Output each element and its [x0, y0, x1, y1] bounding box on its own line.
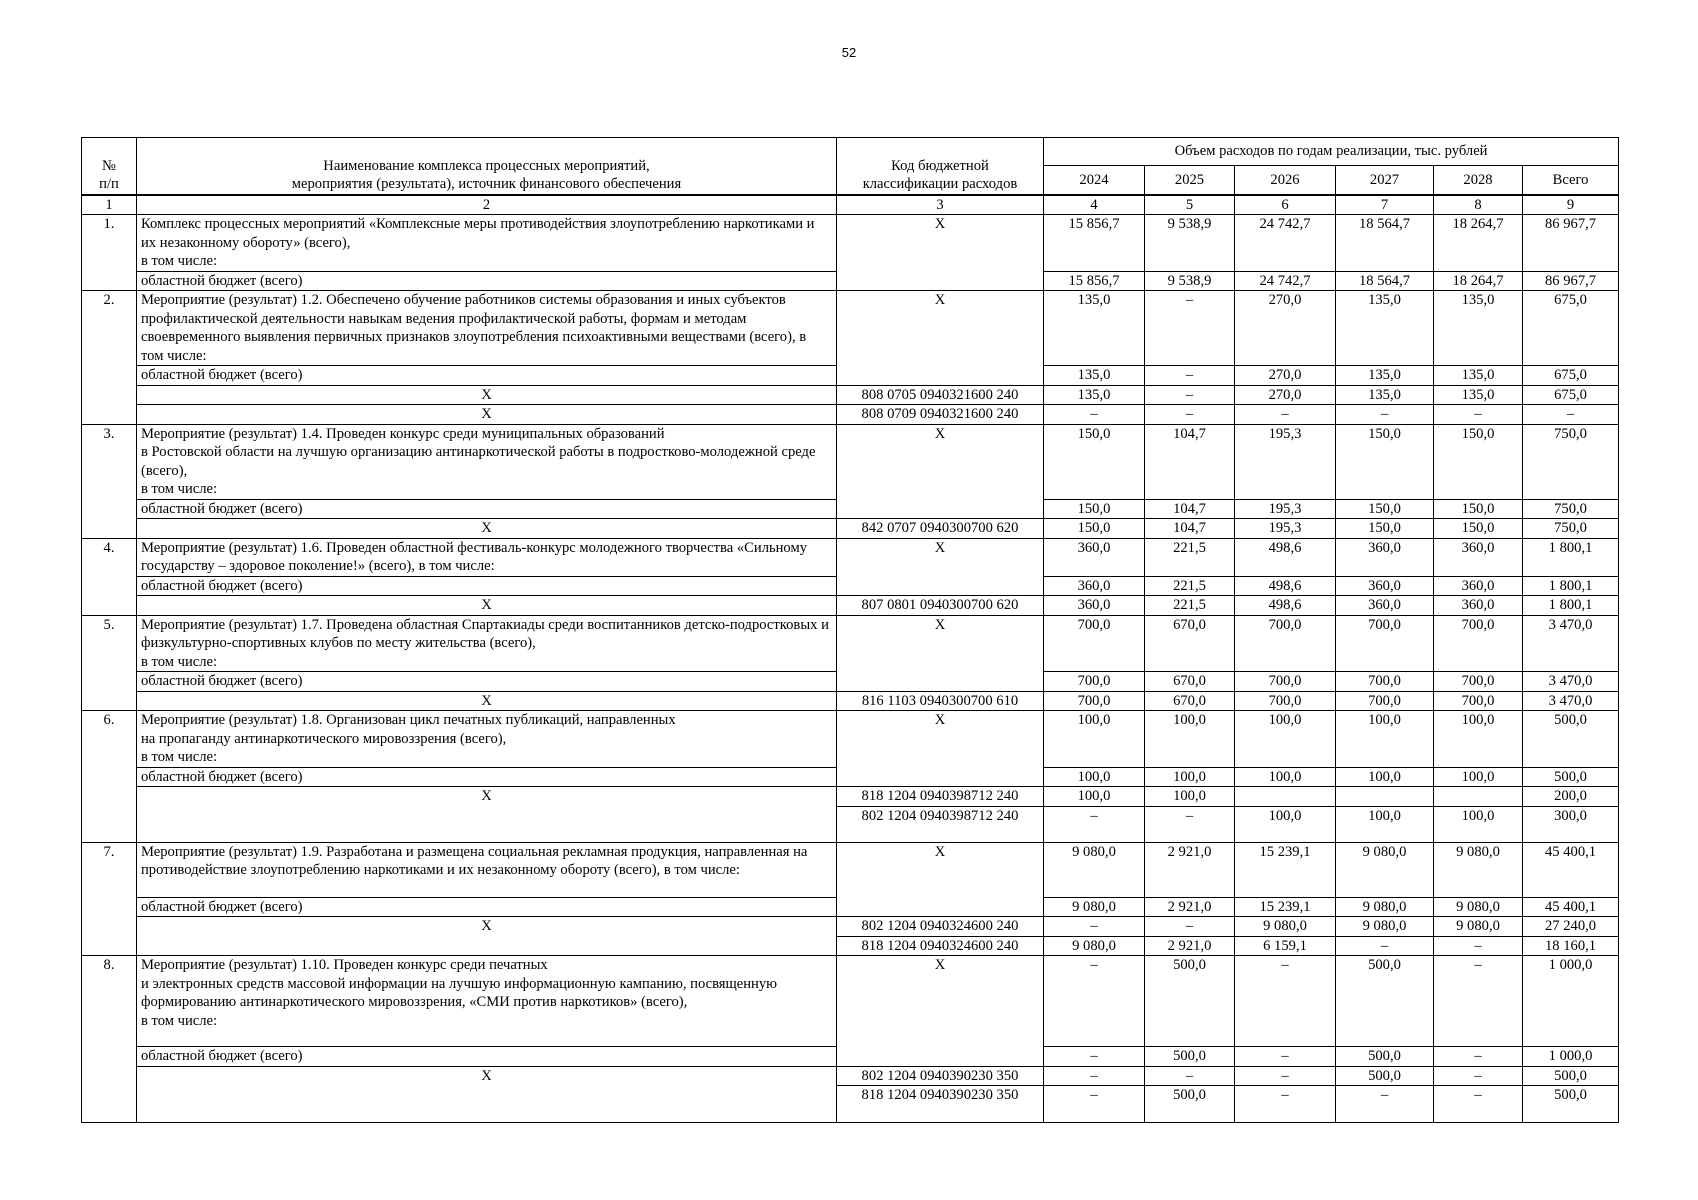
value-cell-2025: – — [1145, 1066, 1235, 1086]
value-cell-2025: 2 921,0 — [1145, 936, 1235, 956]
value-cell-Всего: 18 160,1 — [1523, 936, 1619, 956]
table-row — [82, 615, 1619, 672]
value-cell-2026: – — [1235, 405, 1336, 425]
value-cell-2028: – — [1434, 956, 1523, 1047]
source-marker: X — [137, 691, 837, 711]
value-cell-2028: 360,0 — [1434, 596, 1523, 616]
value-cell-2027: 700,0 — [1336, 615, 1434, 672]
row-label: Мероприятие (результат) 1.6. Проведен областной фестиваль-конкурс молодежного творчества «Сильному государству – здоровое поколение!» (всего), в том числе: — [137, 538, 837, 576]
budget-code: X — [837, 424, 1044, 519]
value-cell-2027: 500,0 — [1336, 1047, 1434, 1067]
value-cell-2027: 500,0 — [1336, 956, 1434, 1047]
value-cell-Всего: 500,0 — [1523, 1086, 1619, 1123]
value-cell-2025: 500,0 — [1145, 1047, 1235, 1067]
header-year-0: 2024 — [1044, 166, 1145, 195]
value-cell-Всего: 1 800,1 — [1523, 596, 1619, 616]
value-cell-2028: 150,0 — [1434, 499, 1523, 519]
value-cell-Всего: 3 470,0 — [1523, 615, 1619, 672]
value-cell-2027 — [1336, 787, 1434, 807]
value-cell-2024: 15 856,7 — [1044, 215, 1145, 272]
value-cell-2028: 100,0 — [1434, 767, 1523, 787]
value-cell-Всего: 45 400,1 — [1523, 897, 1619, 917]
value-cell-2028: 360,0 — [1434, 576, 1523, 596]
table-row — [82, 596, 1619, 616]
value-cell-2025: 221,5 — [1145, 596, 1235, 616]
row-label: Мероприятие (результат) 1.10. Проведен конкурс среди печатных и электронных средств массовой информации на лучшую информационную кампанию, посвященную формированию антинаркотического мировоззрения, «СМИ против наркотиков» (всего), в том числе: — [137, 956, 837, 1047]
value-cell-2025: 670,0 — [1145, 672, 1235, 692]
row-label: Мероприятие (результат) 1.2. Обеспечено обучение работников системы образования и иных субъектов профилактической деятельности навыкам ведения профилактической работы, формам и методам своевременного выявления первичных признаков злоупотребления психоактивными веществами (всего), в том числе: — [137, 291, 837, 366]
value-cell-2027: 360,0 — [1336, 538, 1434, 576]
value-cell-2028: 150,0 — [1434, 424, 1523, 499]
value-cell-2024: 360,0 — [1044, 538, 1145, 576]
value-cell-2024: – — [1044, 1066, 1145, 1086]
value-cell-2024: 150,0 — [1044, 424, 1145, 499]
row-label: областной бюджет (всего) — [137, 672, 837, 692]
value-cell-Всего: 300,0 — [1523, 806, 1619, 842]
value-cell-2026: 270,0 — [1235, 385, 1336, 405]
column-number-1: 1 — [82, 195, 137, 215]
value-cell-2026: 100,0 — [1235, 711, 1336, 768]
header-name — [137, 138, 837, 195]
column-number-2: 2 — [137, 195, 837, 215]
value-cell-Всего: 1 000,0 — [1523, 1047, 1619, 1067]
header-name-label: Наименование комплекса процессных мероприятий, мероприятия (результата), источник финансового обеспечения — [291, 157, 682, 192]
value-cell-2024: 15 856,7 — [1044, 271, 1145, 291]
row-label: Мероприятие (результат) 1.8. Организован цикл печатных публикаций, направленных на пропаганду антинаркотического мировоззрения (всего), в том числе: — [137, 711, 837, 768]
value-cell-2024: 9 080,0 — [1044, 936, 1145, 956]
value-cell-2028: 700,0 — [1434, 672, 1523, 692]
source-marker: X — [137, 405, 837, 425]
table-row — [82, 538, 1619, 576]
row-label: областной бюджет (всего) — [137, 576, 837, 596]
header-year-2: 2026 — [1235, 166, 1336, 195]
value-cell-2025: 9 538,9 — [1145, 215, 1235, 272]
table-row — [82, 711, 1619, 768]
value-cell-2028: – — [1434, 1047, 1523, 1067]
table-row — [82, 519, 1619, 539]
value-cell-2024: 700,0 — [1044, 615, 1145, 672]
value-cell-2028: 135,0 — [1434, 385, 1523, 405]
value-cell-2025: – — [1145, 366, 1235, 386]
row-number: 3. — [82, 424, 137, 538]
value-cell-2024: 135,0 — [1044, 291, 1145, 366]
value-cell-2025: 221,5 — [1145, 576, 1235, 596]
value-cell-2028: 100,0 — [1434, 711, 1523, 768]
value-cell-2026: 6 159,1 — [1235, 936, 1336, 956]
table-row — [82, 691, 1619, 711]
value-cell-2026: 700,0 — [1235, 691, 1336, 711]
header-no-label: № п/п — [99, 157, 119, 192]
budget-code: X — [837, 215, 1044, 291]
budget-code: 802 1204 0940324600 240 — [837, 917, 1044, 937]
value-cell-2027: 100,0 — [1336, 767, 1434, 787]
header-code — [837, 138, 1044, 195]
value-cell-2024: – — [1044, 405, 1145, 425]
value-cell-2025: 104,7 — [1145, 424, 1235, 499]
header-volume — [1044, 138, 1619, 166]
value-cell-2028: 9 080,0 — [1434, 897, 1523, 917]
value-cell-2026: 195,3 — [1235, 499, 1336, 519]
value-cell-2027: – — [1336, 936, 1434, 956]
source-marker: X — [137, 519, 837, 539]
column-number-8: 8 — [1434, 195, 1523, 215]
value-cell-2027: – — [1336, 1086, 1434, 1123]
value-cell-2024: 700,0 — [1044, 691, 1145, 711]
value-cell-Всего: 3 470,0 — [1523, 691, 1619, 711]
value-cell-2027: 100,0 — [1336, 711, 1434, 768]
page-number: 52 — [841, 45, 857, 60]
row-number: 4. — [82, 538, 137, 615]
value-cell-2025: 670,0 — [1145, 691, 1235, 711]
table-row — [82, 956, 1619, 1047]
value-cell-2028: 18 264,7 — [1434, 215, 1523, 272]
header-code-label: Код бюджетной классификации расходов — [862, 157, 1018, 192]
value-cell-Всего: 675,0 — [1523, 291, 1619, 366]
value-cell-2028: 700,0 — [1434, 615, 1523, 672]
value-cell-2027: 700,0 — [1336, 672, 1434, 692]
value-cell-2026 — [1235, 787, 1336, 807]
budget-code: 808 0709 0940321600 240 — [837, 405, 1044, 425]
row-label: областной бюджет (всего) — [137, 366, 837, 386]
value-cell-Всего: 86 967,7 — [1523, 215, 1619, 272]
budget-code: 808 0705 0940321600 240 — [837, 385, 1044, 405]
column-number-5: 5 — [1145, 195, 1235, 215]
value-cell-2028: – — [1434, 936, 1523, 956]
value-cell-2025: – — [1145, 806, 1235, 842]
value-cell-Всего: 200,0 — [1523, 787, 1619, 807]
budget-code: 816 1103 0940300700 610 — [837, 691, 1044, 711]
value-cell-2027: 18 564,7 — [1336, 215, 1434, 272]
value-cell-2026: 24 742,7 — [1235, 215, 1336, 272]
budget-code: 818 1204 0940324600 240 — [837, 936, 1044, 956]
value-cell-2026: 15 239,1 — [1235, 842, 1336, 897]
budget-code: 818 1204 0940390230 350 — [837, 1086, 1044, 1123]
value-cell-Всего: 675,0 — [1523, 385, 1619, 405]
value-cell-Всего: 27 240,0 — [1523, 917, 1619, 937]
value-cell-2025: 500,0 — [1145, 956, 1235, 1047]
value-cell-2025: 100,0 — [1145, 767, 1235, 787]
value-cell-2026: 24 742,7 — [1235, 271, 1336, 291]
row-label: Мероприятие (результат) 1.7. Проведена областная Спартакиады среди воспитанников детско-подростковых и физкультурно-спортивных клубов по месту жительства (всего), в том числе: — [137, 615, 837, 672]
header-year-5: Всего — [1523, 166, 1619, 195]
row-label: областной бюджет (всего) — [137, 271, 837, 291]
value-cell-2026: 700,0 — [1235, 672, 1336, 692]
table-row — [82, 787, 1619, 807]
value-cell-2025: 100,0 — [1145, 787, 1235, 807]
value-cell-2027: 700,0 — [1336, 691, 1434, 711]
value-cell-2024: 135,0 — [1044, 385, 1145, 405]
value-cell-2027: 360,0 — [1336, 576, 1434, 596]
source-marker: X — [137, 385, 837, 405]
budget-code: X — [837, 956, 1044, 1067]
value-cell-Всего: 3 470,0 — [1523, 672, 1619, 692]
value-cell-2025: – — [1145, 385, 1235, 405]
value-cell-2025: 221,5 — [1145, 538, 1235, 576]
value-cell-2028: – — [1434, 405, 1523, 425]
value-cell-2026: 9 080,0 — [1235, 917, 1336, 937]
source-marker: X — [137, 787, 837, 843]
header-year-3: 2027 — [1336, 166, 1434, 195]
value-cell-2024: – — [1044, 956, 1145, 1047]
budget-code: X — [837, 291, 1044, 386]
value-cell-2024: 9 080,0 — [1044, 897, 1145, 917]
value-cell-2025: – — [1145, 291, 1235, 366]
value-cell-2028: 100,0 — [1434, 806, 1523, 842]
value-cell-2027: 18 564,7 — [1336, 271, 1434, 291]
value-cell-2026: 498,6 — [1235, 576, 1336, 596]
value-cell-2025: 2 921,0 — [1145, 897, 1235, 917]
value-cell-2026: 100,0 — [1235, 806, 1336, 842]
row-label: областной бюджет (всего) — [137, 767, 837, 787]
column-number-6: 6 — [1235, 195, 1336, 215]
header-year-1: 2025 — [1145, 166, 1235, 195]
table-row — [82, 842, 1619, 897]
value-cell-2024: – — [1044, 1086, 1145, 1123]
value-cell-Всего: 750,0 — [1523, 519, 1619, 539]
value-cell-Всего: 500,0 — [1523, 767, 1619, 787]
value-cell-2028: 135,0 — [1434, 366, 1523, 386]
value-cell-2025: 500,0 — [1145, 1086, 1235, 1123]
value-cell-2025: 100,0 — [1145, 711, 1235, 768]
value-cell-2024: 360,0 — [1044, 596, 1145, 616]
value-cell-2027: 135,0 — [1336, 366, 1434, 386]
row-number: 5. — [82, 615, 137, 711]
value-cell-2027: 150,0 — [1336, 519, 1434, 539]
value-cell-2028: – — [1434, 1086, 1523, 1123]
value-cell-2025: 9 538,9 — [1145, 271, 1235, 291]
value-cell-2026: – — [1235, 1066, 1336, 1086]
value-cell-2026: 195,3 — [1235, 519, 1336, 539]
value-cell-2028 — [1434, 787, 1523, 807]
row-number: 8. — [82, 956, 137, 1123]
budget-expenses-table — [81, 137, 1619, 1123]
value-cell-2026: 195,3 — [1235, 424, 1336, 499]
budget-code: X — [837, 538, 1044, 596]
header-year-4: 2028 — [1434, 166, 1523, 195]
value-cell-Всего: 750,0 — [1523, 424, 1619, 499]
value-cell-2027: – — [1336, 405, 1434, 425]
column-number-4: 4 — [1044, 195, 1145, 215]
value-cell-Всего: 675,0 — [1523, 366, 1619, 386]
value-cell-2024: 700,0 — [1044, 672, 1145, 692]
value-cell-2025: 670,0 — [1145, 615, 1235, 672]
budget-code: 807 0801 0940300700 620 — [837, 596, 1044, 616]
value-cell-Всего: 1 800,1 — [1523, 576, 1619, 596]
value-cell-2025: – — [1145, 405, 1235, 425]
value-cell-2028: 9 080,0 — [1434, 917, 1523, 937]
value-cell-2024: – — [1044, 917, 1145, 937]
value-cell-2027: 135,0 — [1336, 385, 1434, 405]
value-cell-2024: 100,0 — [1044, 711, 1145, 768]
value-cell-2024: 135,0 — [1044, 366, 1145, 386]
table-row — [82, 385, 1619, 405]
table-row — [82, 291, 1619, 366]
column-number-7: 7 — [1336, 195, 1434, 215]
table-row — [82, 215, 1619, 272]
source-marker: X — [137, 596, 837, 616]
row-number: 1. — [82, 215, 137, 291]
value-cell-2028: – — [1434, 1066, 1523, 1086]
row-number: 2. — [82, 291, 137, 425]
value-cell-2024: – — [1044, 806, 1145, 842]
table-row — [82, 405, 1619, 425]
value-cell-2026: – — [1235, 956, 1336, 1047]
value-cell-Всего: 500,0 — [1523, 711, 1619, 768]
value-cell-2027: 150,0 — [1336, 499, 1434, 519]
value-cell-2026: 15 239,1 — [1235, 897, 1336, 917]
value-cell-2028: 360,0 — [1434, 538, 1523, 576]
source-marker: X — [137, 917, 837, 956]
budget-code: 802 1204 0940398712 240 — [837, 806, 1044, 842]
value-cell-2024: 360,0 — [1044, 576, 1145, 596]
value-cell-Всего: 86 967,7 — [1523, 271, 1619, 291]
value-cell-2027: 100,0 — [1336, 806, 1434, 842]
value-cell-2026: 100,0 — [1235, 767, 1336, 787]
row-label: Комплекс процессных мероприятий «Комплексные меры противодействия злоупотреблению наркотиками и их незаконному обороту» (всего), в том числе: — [137, 215, 837, 272]
table-row — [82, 424, 1619, 499]
value-cell-Всего: 1 000,0 — [1523, 956, 1619, 1047]
column-number-3: 3 — [837, 195, 1044, 215]
row-number: 7. — [82, 842, 137, 956]
value-cell-2024: 9 080,0 — [1044, 842, 1145, 897]
value-cell-2027: 500,0 — [1336, 1066, 1434, 1086]
value-cell-Всего: 45 400,1 — [1523, 842, 1619, 897]
value-cell-2025: – — [1145, 917, 1235, 937]
value-cell-2027: 135,0 — [1336, 291, 1434, 366]
row-label: областной бюджет (всего) — [137, 897, 837, 917]
row-number: 6. — [82, 711, 137, 843]
column-number-9: 9 — [1523, 195, 1619, 215]
value-cell-Всего: 500,0 — [1523, 1066, 1619, 1086]
value-cell-2026: – — [1235, 1086, 1336, 1123]
value-cell-2028: 9 080,0 — [1434, 842, 1523, 897]
source-marker: X — [137, 1066, 837, 1123]
value-cell-2027: 9 080,0 — [1336, 897, 1434, 917]
value-cell-2027: 9 080,0 — [1336, 917, 1434, 937]
budget-code: 842 0707 0940300700 620 — [837, 519, 1044, 539]
budget-code: X — [837, 711, 1044, 787]
row-label: Мероприятие (результат) 1.9. Разработана и размещена социальная рекламная продукция, направленная на противодействие злоупотреблению наркотиками и их незаконному обороту (всего), в том числе: — [137, 842, 837, 897]
value-cell-2026: 270,0 — [1235, 291, 1336, 366]
value-cell-2028: 135,0 — [1434, 291, 1523, 366]
budget-code: 818 1204 0940398712 240 — [837, 787, 1044, 807]
value-cell-2028: 150,0 — [1434, 519, 1523, 539]
budget-code: X — [837, 842, 1044, 917]
value-cell-2028: 700,0 — [1434, 691, 1523, 711]
row-label: Мероприятие (результат) 1.4. Проведен конкурс среди муниципальных образований в Ростовской области на лучшую организацию антинаркотической работы в подростково-молодежной среде (всего), в том числе: — [137, 424, 837, 499]
value-cell-2024: 100,0 — [1044, 787, 1145, 807]
value-cell-2027: 360,0 — [1336, 596, 1434, 616]
header-no — [82, 138, 137, 195]
value-cell-2026: 498,6 — [1235, 538, 1336, 576]
value-cell-2026: 700,0 — [1235, 615, 1336, 672]
header-volume-label: Объем расходов по годам реализации, тыс. рублей — [1174, 143, 1488, 160]
budget-code: 802 1204 0940390230 350 — [837, 1066, 1044, 1086]
value-cell-2024: 100,0 — [1044, 767, 1145, 787]
value-cell-Всего: – — [1523, 405, 1619, 425]
row-label: областной бюджет (всего) — [137, 1047, 837, 1067]
value-cell-Всего: 1 800,1 — [1523, 538, 1619, 576]
value-cell-2026: 270,0 — [1235, 366, 1336, 386]
budget-code: X — [837, 615, 1044, 691]
row-label: областной бюджет (всего) — [137, 499, 837, 519]
table-row — [82, 917, 1619, 937]
value-cell-2024: 150,0 — [1044, 499, 1145, 519]
value-cell-2025: 104,7 — [1145, 499, 1235, 519]
table-row — [82, 1066, 1619, 1086]
value-cell-2024: 150,0 — [1044, 519, 1145, 539]
value-cell-2028: 18 264,7 — [1434, 271, 1523, 291]
value-cell-2025: 2 921,0 — [1145, 842, 1235, 897]
value-cell-Всего: 750,0 — [1523, 499, 1619, 519]
value-cell-2027: 9 080,0 — [1336, 842, 1434, 897]
value-cell-2027: 150,0 — [1336, 424, 1434, 499]
value-cell-2024: – — [1044, 1047, 1145, 1067]
value-cell-2025: 104,7 — [1145, 519, 1235, 539]
value-cell-2026: 498,6 — [1235, 596, 1336, 616]
value-cell-2026: – — [1235, 1047, 1336, 1067]
